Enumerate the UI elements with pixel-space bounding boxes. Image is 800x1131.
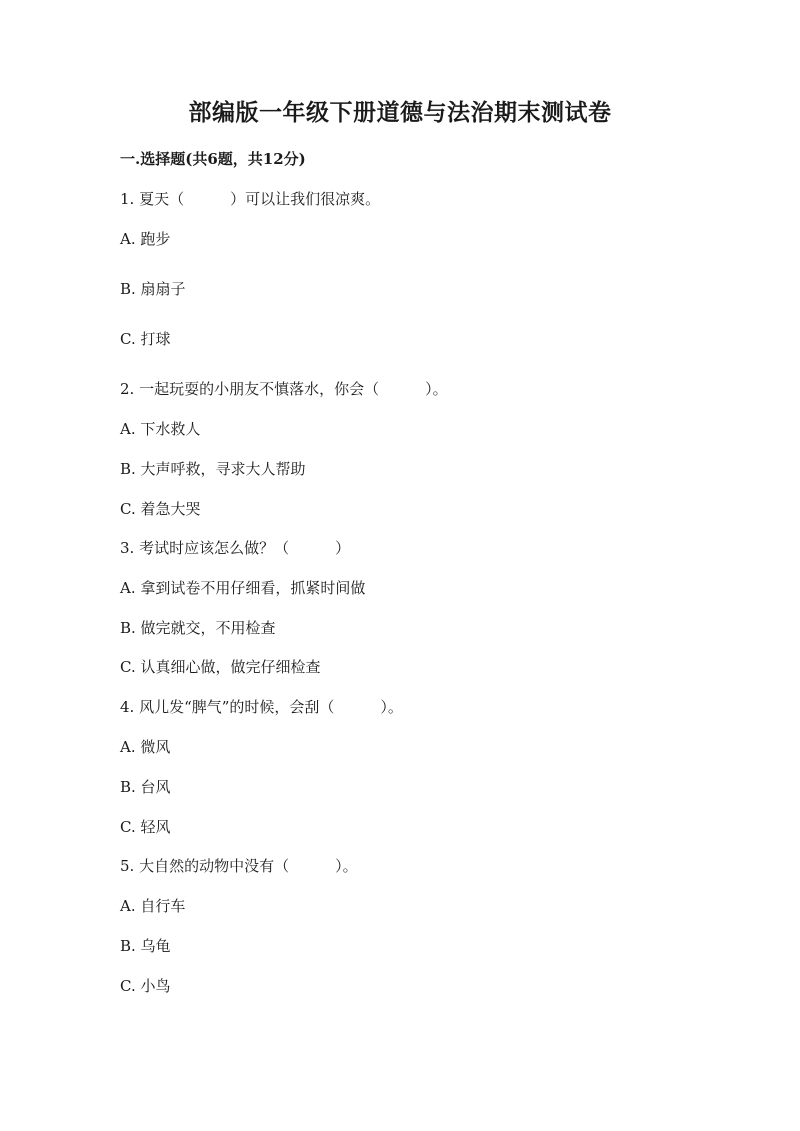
question-1-option-c: C. 打球: [120, 330, 171, 348]
question-3-option-b: B. 做完就交，不用检查: [120, 619, 276, 637]
question-stem-text: ）。: [380, 698, 403, 716]
question-1-option-a: A. 跑步: [120, 230, 171, 248]
question-stem-text: 3. 考试时应该怎么做？（: [120, 539, 290, 557]
question-5-option-c: C. 小鸟: [120, 977, 171, 995]
question-4-option-a: A. 微风: [120, 738, 171, 756]
question-5-option-a: A. 自行车: [120, 897, 186, 915]
question-stem-text: 2. 一起玩耍的小朋友不慎落水，你会（: [120, 380, 380, 398]
question-2-option-a: A. 下水救人: [120, 420, 201, 438]
question-4-stem: [120, 696, 403, 717]
question-3-option-a: A. 拿到试卷不用仔细看，抓紧时间做: [120, 579, 366, 597]
question-2-stem: [120, 378, 448, 399]
question-stem-text: 4. 风儿发“脾气”的时候，会刮（: [120, 698, 335, 716]
question-3-option-c: C. 认真细心做，做完仔细检查: [120, 658, 321, 676]
section-heading: 一.选择题(共6题，共12分): [120, 150, 306, 168]
question-5-option-b: B. 乌龟: [120, 937, 171, 955]
page-title: 部编版一年级下册道德与法治期末测试卷: [188, 99, 612, 126]
question-4-option-b: B. 台风: [120, 778, 171, 796]
question-2-option-c: C. 着急大哭: [120, 500, 201, 518]
question-stem-text: 1. 夏天（: [120, 190, 185, 208]
question-stem-text: ）: [335, 539, 351, 557]
question-stem-text: ）。: [425, 380, 448, 398]
question-4-option-c: C. 轻风: [120, 818, 171, 836]
question-1-option-b: B. 扇扇子: [120, 280, 186, 298]
question-3-stem: [120, 537, 350, 558]
question-5-stem: [120, 855, 358, 876]
question-stem-text: ）可以让我们很凉爽。: [230, 190, 381, 208]
question-stem-text: 5. 大自然的动物中没有（: [120, 857, 290, 875]
question-2-option-b: B. 大声呼救，寻求大人帮助: [120, 460, 306, 478]
question-stem-text: ）。: [335, 857, 358, 875]
question-1-stem: [120, 188, 380, 209]
